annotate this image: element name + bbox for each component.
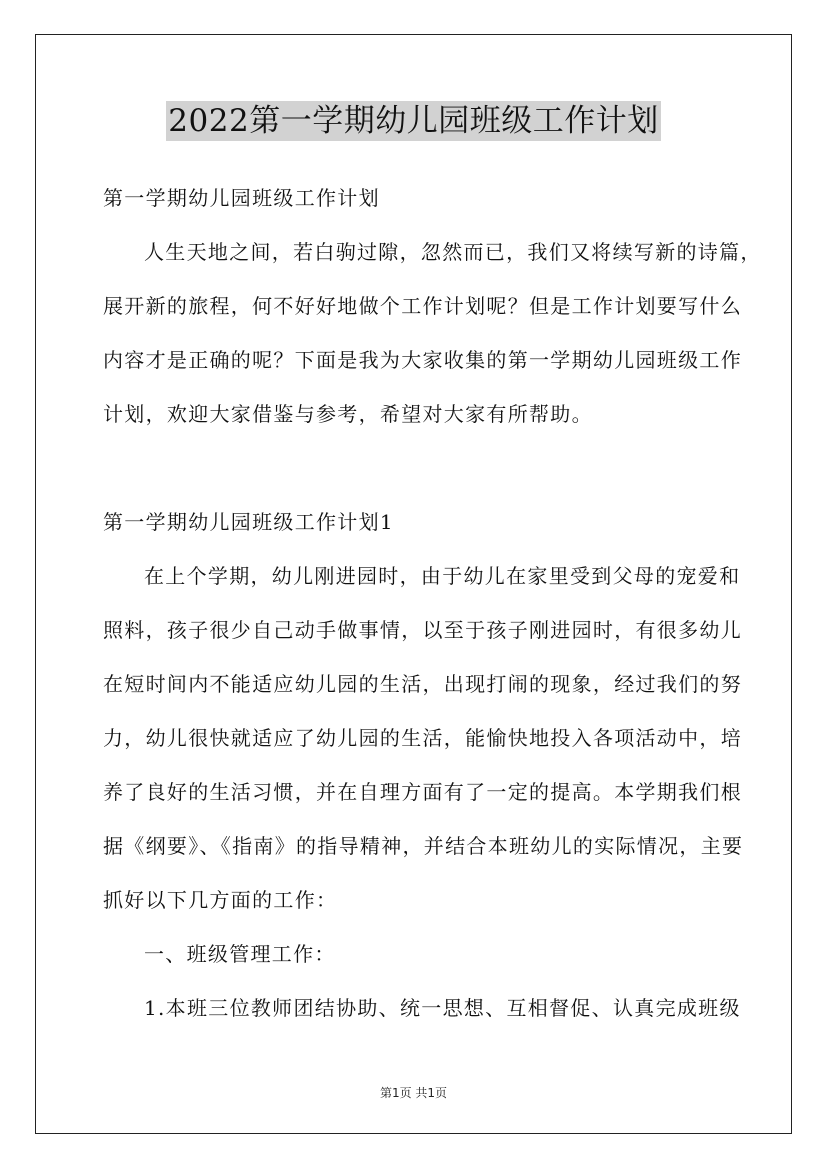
subtitle: 第一学期幼儿园班级工作计划 [103, 186, 380, 210]
section-line-7: 抓好以下几方面的工作： [103, 888, 338, 912]
section-line-4: 力，幼儿很快就适应了幼儿园的生活，能愉快地投入各项活动中，培 [103, 726, 742, 750]
section-line-5: 养了良好的生活习惯，并在自理方面有了一定的提高。本学期我们根 [103, 780, 742, 804]
document-title: 2022第一学期幼儿园班级工作计划 [168, 103, 659, 139]
intro-line-3: 内容才是正确的呢？下面是我为大家收集的第一学期幼儿园班级工作 [103, 348, 742, 372]
list-item-1: 1.本班三位教师团结协助、统一思想、互相督促、认真完成班级 [144, 996, 741, 1020]
intro-line-1: 人生天地之间，若白驹过隙，忽然而已，我们又将续写新的诗篇， [144, 240, 762, 264]
document-body [103, 171, 762, 1035]
section-line-1: 在上个学期，幼儿刚进园时，由于幼儿在家里受到父母的宠爱和 [144, 564, 741, 588]
heading-class-management: 一、班级管理工作： [144, 942, 336, 966]
document-title-container [0, 101, 827, 141]
section-line-3: 在短时间内不能适应幼儿园的生活，出现打闹的现象，经过我们的努 [103, 672, 742, 696]
section-line-6: 据《纲要》、《指南》的指导精神，并结合本班幼儿的实际情况，主要 [103, 834, 744, 858]
intro-line-4: 计划，欢迎大家借鉴与参考，希望对大家有所帮助。 [103, 402, 593, 426]
intro-line-2: 展开新的旅程，何不好好地做个工作计划呢？但是工作计划要写什么 [103, 294, 742, 318]
page-footer: 第1页 共1页 [379, 1086, 448, 1100]
section-line-2: 照料，孩子很少自己动手做事情，以至于孩子刚进园时，有很多幼儿 [103, 618, 742, 642]
section-title: 第一学期幼儿园班级工作计划1 [103, 510, 394, 534]
paragraph-gap [103, 441, 743, 495]
